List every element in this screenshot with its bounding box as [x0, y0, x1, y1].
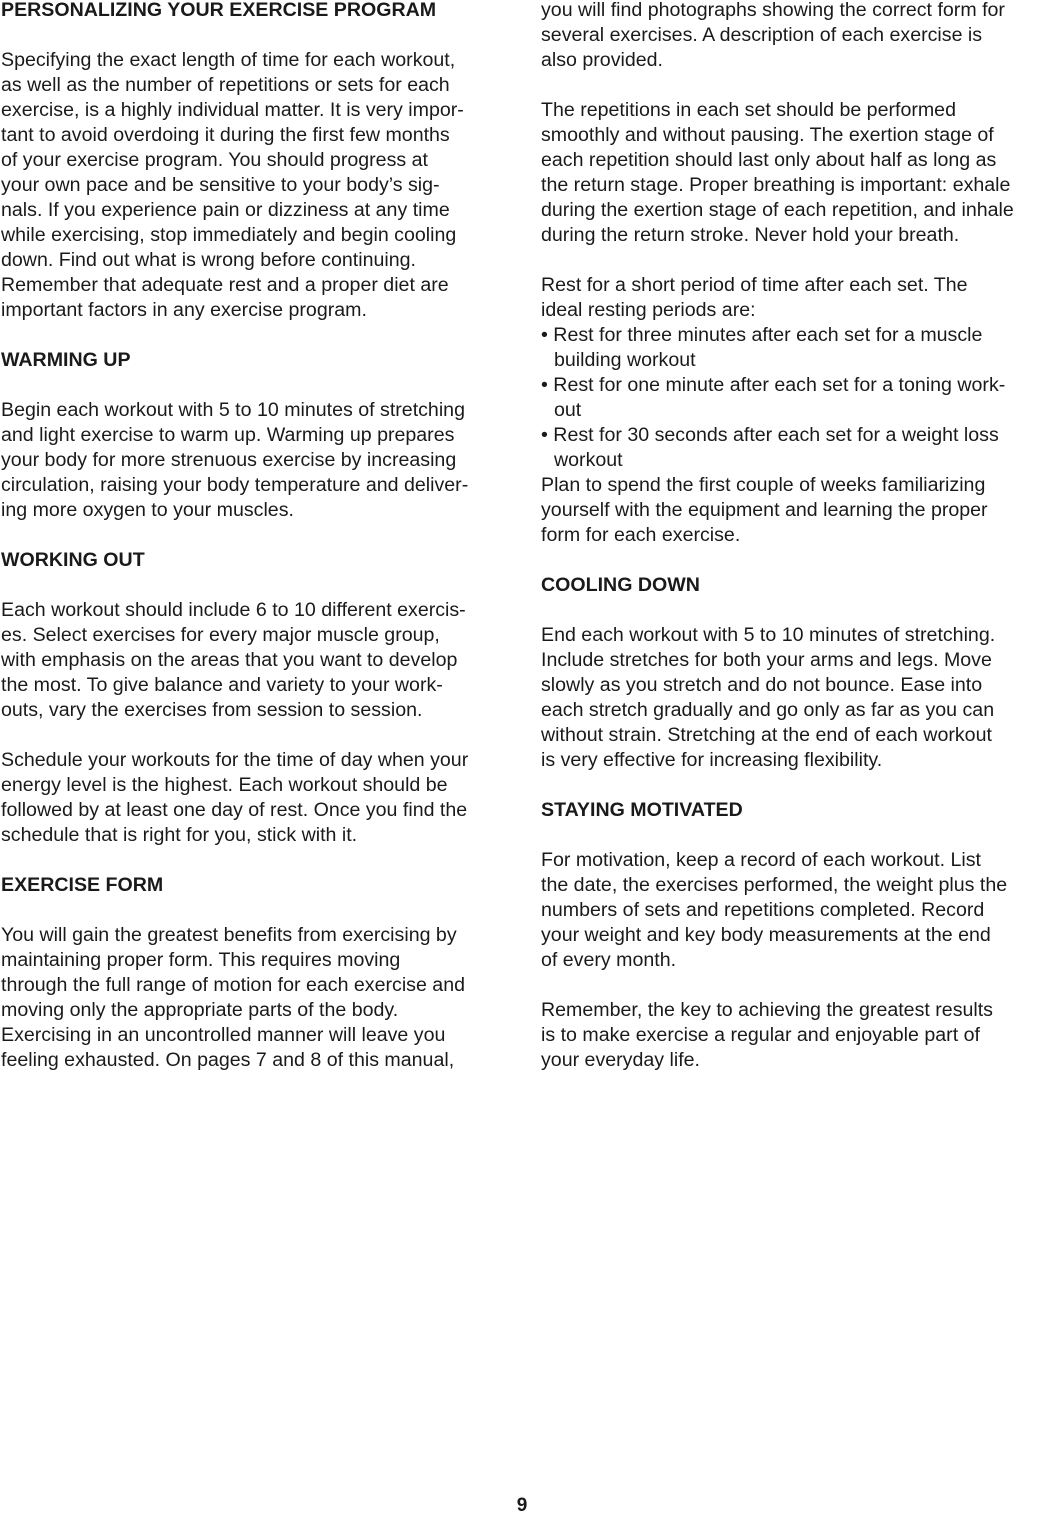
text-line: es. Select exercises for every major muscle group,: [1, 624, 440, 646]
text-line: Include stretches for both your arms and legs. Move: [541, 649, 992, 671]
text-line: your everyday life.: [541, 1049, 700, 1071]
text-line: tant to avoid overdoing it during the first few months: [1, 124, 450, 146]
text-line: form for each exercise.: [541, 524, 741, 546]
bullet-item-continuation: out: [554, 399, 582, 421]
text-line: End each workout with 5 to 10 minutes of stretching.: [541, 624, 996, 646]
text-line: each stretch gradually and go only as far as you can: [541, 699, 995, 721]
text-line: also provided.: [541, 49, 663, 71]
text-line: the return stage. Proper breathing is important: exhale: [541, 174, 1011, 196]
text-line: Schedule your workouts for the time of day when your: [1, 749, 469, 771]
section-heading-exercise-form: EXERCISE FORM: [1, 874, 164, 896]
text-line: feeling exhausted. On pages 7 and 8 of this manual,: [1, 1049, 455, 1071]
text-line: your weight and key body measurements at the end: [541, 924, 991, 946]
text-line: Exercising in an uncontrolled manner will leave you: [1, 1024, 446, 1046]
text-line: The repetitions in each set should be performed: [541, 99, 956, 121]
text-line: through the full range of motion for each exercise and: [1, 974, 466, 996]
text-line: followed by at least one day of rest. Once you find the: [1, 799, 468, 821]
text-line: Plan to spend the first couple of weeks familiarizing: [541, 474, 986, 496]
text-line: maintaining proper form. This requires moving: [1, 949, 401, 971]
right-column: [541, 0, 1044, 1073]
text-line: as well as the number of repetitions or sets for each: [1, 74, 450, 96]
page-number: 9: [516, 1495, 528, 1516]
text-line: Remember that adequate rest and a proper diet are: [1, 274, 449, 296]
bullet-item: • Rest for 30 seconds after each set for a weight loss: [541, 424, 999, 446]
text-line: without strain. Stretching at the end of each workout: [541, 724, 992, 746]
text-line: moving only the appropriate parts of the body.: [1, 999, 399, 1021]
text-line: Begin each workout with 5 to 10 minutes of stretching: [1, 399, 465, 421]
bullet-item: • Rest for three minutes after each set for a muscle: [541, 324, 983, 346]
text-line: is very effective for increasing flexibility.: [541, 749, 883, 771]
text-line: You will gain the greatest benefits from exercising by: [1, 924, 457, 946]
text-line: important factors in any exercise program.: [1, 299, 367, 321]
text-line: outs, vary the exercises from session to session.: [1, 699, 423, 721]
text-line: For motivation, keep a record of each workout. List: [541, 849, 981, 871]
bullet-item-continuation: workout: [554, 449, 623, 471]
left-column: [1, 0, 506, 1073]
text-line: ideal resting periods are:: [541, 299, 756, 321]
text-line: during the exertion stage of each repetition, and inhale: [541, 199, 1014, 221]
section-heading-staying-motivated: STAYING MOTIVATED: [541, 799, 743, 821]
text-line: Each workout should include 6 to 10 different exercis-: [1, 599, 466, 621]
text-line: slowly as you stretch and do not bounce. Ease into: [541, 674, 983, 696]
text-line: while exercising, stop immediately and begin cooling: [1, 224, 457, 246]
text-line: Rest for a short period of time after each set. The: [541, 274, 968, 296]
text-line: yourself with the equipment and learning the proper: [541, 499, 988, 521]
bullet-item: • Rest for one minute after each set for a toning work-: [541, 374, 1006, 396]
text-line: ing more oxygen to your muscles.: [1, 499, 294, 521]
text-line: and light exercise to warm up. Warming up prepares: [1, 424, 455, 446]
text-line: Specifying the exact length of time for each workout,: [1, 49, 456, 71]
text-line: the date, the exercises performed, the weight plus the: [541, 874, 1008, 896]
section-heading-cooling-down: COOLING DOWN: [541, 574, 700, 596]
text-line: circulation, raising your body temperature and deliver-: [1, 474, 469, 496]
text-line: with emphasis on the areas that you want to develop: [1, 649, 458, 671]
text-line: exercise, is a highly individual matter. It is very impor-: [1, 99, 464, 121]
text-line: during the return stroke. Never hold your breath.: [541, 224, 960, 246]
text-line: smoothly and without pausing. The exertion stage of: [541, 124, 994, 146]
text-line: of your exercise program. You should progress at: [1, 149, 428, 171]
text-line: schedule that is right for you, stick with it.: [1, 824, 358, 846]
text-line: your body for more strenuous exercise by increasing: [1, 449, 457, 471]
text-line: your own pace and be sensitive to your body’s sig-: [1, 174, 440, 196]
text-line: is to make exercise a regular and enjoyable part of: [541, 1024, 980, 1046]
text-line: down. Find out what is wrong before continuing.: [1, 249, 416, 271]
section-heading-working-out: WORKING OUT: [1, 549, 145, 571]
text-line: each repetition should last only about half as long as: [541, 149, 997, 171]
section-heading-warming-up: WARMING UP: [1, 349, 131, 371]
text-line: Remember, the key to achieving the greatest results: [541, 999, 993, 1021]
text-line: energy level is the highest. Each workout should be: [1, 774, 448, 796]
bullet-item-continuation: building workout: [554, 349, 696, 371]
section-heading-personalizing: PERSONALIZING YOUR EXERCISE PROGRAM: [1, 0, 437, 21]
text-line: of every month.: [541, 949, 677, 971]
text-line: several exercises. A description of each exercise is: [541, 24, 983, 46]
text-line: nals. If you experience pain or dizziness at any time: [1, 199, 450, 221]
text-line: you will find photographs showing the correct form for: [541, 0, 1005, 21]
text-line: numbers of sets and repetitions completed. Record: [541, 899, 985, 921]
text-line: the most. To give balance and variety to your work-: [1, 674, 443, 696]
